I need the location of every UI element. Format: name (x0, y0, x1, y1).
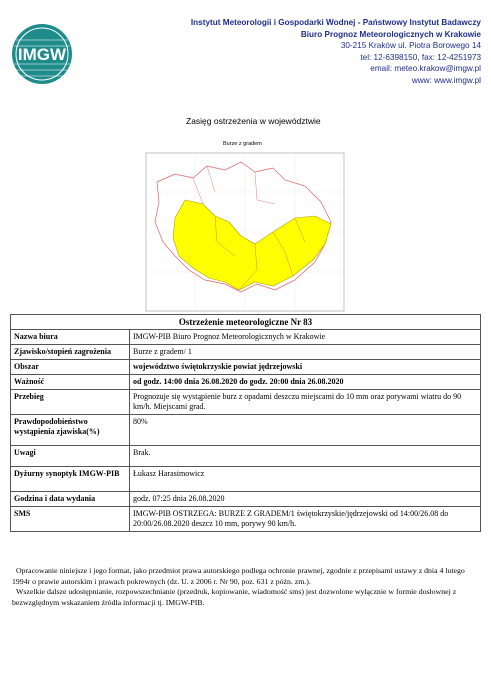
footer-paragraph-copyright: Opracowanie niniejsze i jego format, jako przedmiot prawa autorskiego podlega ochronie prawnej, zgodnie z przepisami ustawy z dnia 4 lutego 1994r o prawie autorskim i prawach pokrewnych (dz. U. z 2006 r. Nr 90, poz. 631 z późn. zm.). (12, 566, 465, 586)
row-label: Ważność (11, 375, 130, 390)
row-label: Zjawisko/stopień zagrożenia (11, 345, 130, 360)
row-label: Przebieg (11, 390, 130, 415)
header-line-phone: tel: 12-6398150, fax: 12-4251973 (360, 52, 481, 62)
row-label: Prawdopodobieństwo wystąpienia zjawiska(%) (11, 415, 130, 446)
table-row (11, 345, 481, 360)
table-row (11, 446, 481, 467)
institution-header (191, 17, 481, 86)
logo-text: IMGW (17, 45, 67, 64)
header-line-email[interactable]: email: meteo.krakow@imgw.pl (370, 64, 481, 73)
row-value: 80% (130, 415, 481, 446)
row-value: województwo świętokrzyskie powiat jędrzejowski (130, 360, 481, 375)
table-row (11, 415, 481, 446)
map-title: Zasięg ostrzeżenia w województwie (186, 116, 321, 126)
row-label: Obszar (11, 360, 130, 375)
header-line-www[interactable]: www: www.imgw.pl (411, 75, 481, 85)
row-value: IMGW-PIB OSTRZEGA: BURZE Z GRADEM/1 świętokrzyskie/jędrzejowski od 14:00/26.08 do 20:00/26.08.2020 deszcz 10 mm, porywy 90 km/h. (130, 507, 481, 532)
table-row (11, 330, 481, 345)
header-line-office: Biuro Prognoz Meteorologicznych w Krakowie (300, 29, 481, 39)
row-value: Łukasz Harasimowicz (130, 467, 481, 492)
row-label: Uwagi (11, 446, 130, 467)
table-row (11, 360, 481, 375)
row-value: Burze z gradem/ 1 (130, 345, 481, 360)
row-value: od godz. 14:00 dnia 26.08.2020 do godz. 20:00 dnia 26.08.2020 (130, 375, 481, 390)
table-row (11, 390, 481, 415)
map-subtitle: Burze z gradem (223, 141, 262, 147)
warning-area-map (145, 152, 345, 312)
footer-paragraph-distribution: Wszelkie dalsze udostępnianie, rozpowszechnianie (przedruk, kopiowanie, wiadomość sms) jest dozwolone wyłącznie w formie dosłownej z bezwzględnym wskazaniem źródła informacji tj. IMGW-PIB. (12, 587, 457, 607)
row-value: Prognozuje się wystąpienie burz z opadami deszczu miejscami do 10 mm oraz porywami wiatru do 90 km/h. Miejscami grad. (130, 390, 481, 415)
row-value: Brak. (130, 446, 481, 467)
warning-table (10, 314, 481, 532)
header-line-institute: Instytut Meteorologii i Gospodarki Wodnej - Państwowy Instytut Badawczy (190, 18, 481, 27)
row-label: Dyżurny synoptyk IMGW-PIB (11, 467, 130, 492)
row-value: godz. 07:25 dnia 26.08.2020 (130, 492, 481, 507)
row-label: Nazwa biura (11, 330, 130, 345)
row-label: SMS (11, 507, 130, 532)
table-row (11, 492, 481, 507)
copyright-footer (12, 566, 480, 608)
warning-title: Ostrzeżenie meteorologiczne Nr 83 (11, 315, 481, 330)
row-label: Godzina i data wydania (11, 492, 130, 507)
table-row (11, 375, 481, 390)
table-row (11, 467, 481, 492)
row-value: IMGW-PIB Biuro Prognoz Meteorologicznych w Krakowie (130, 330, 481, 345)
imgw-logo (10, 22, 74, 86)
table-row (11, 507, 481, 532)
header-line-address: 30-215 Kraków ul. Piotra Borowego 14 (340, 41, 481, 50)
